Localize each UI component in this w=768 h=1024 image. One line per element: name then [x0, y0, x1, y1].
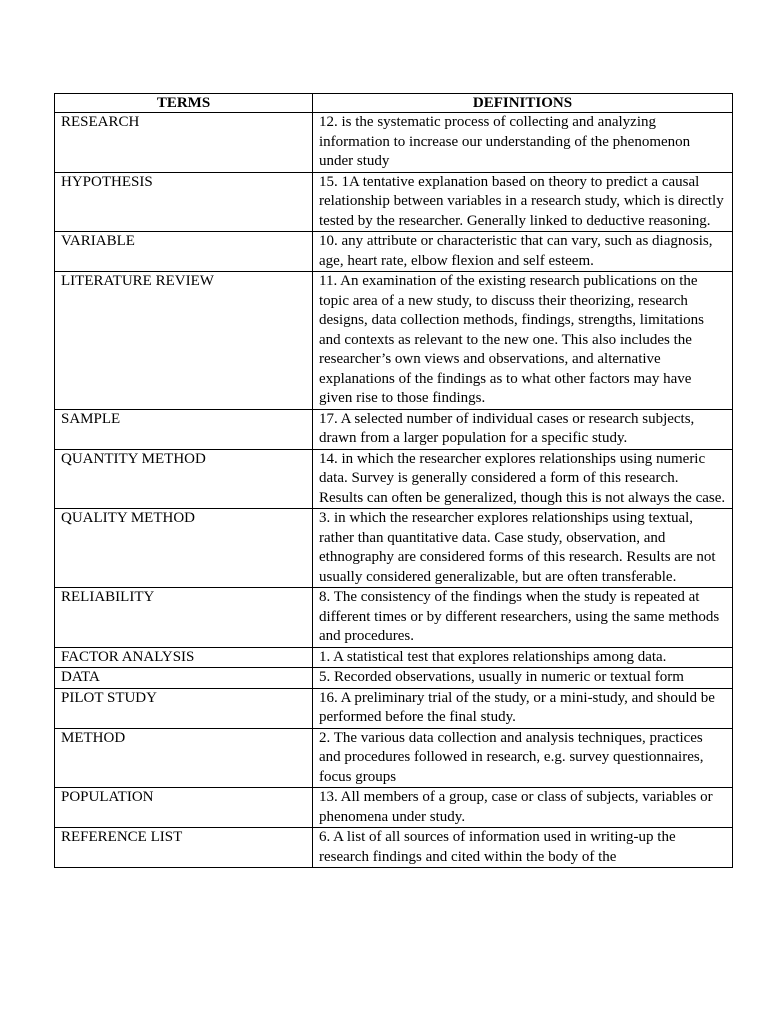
table-row	[55, 728, 733, 788]
definition-cell: 10. any attribute or characteristic that can vary, such as diagnosis, age, heart rate, elbow flexion and self esteem.	[313, 232, 733, 272]
table-row	[55, 688, 733, 728]
term-cell: HYPOTHESIS	[55, 172, 313, 232]
term-cell: POPULATION	[55, 788, 313, 828]
term-cell: QUANTITY METHOD	[55, 449, 313, 509]
table-row	[55, 272, 733, 410]
table-row	[55, 409, 733, 449]
definitions-header: DEFINITIONS	[313, 94, 733, 113]
term-cell: FACTOR ANALYSIS	[55, 647, 313, 668]
definition-cell: 3. in which the researcher explores relationships using textual, rather than quantitative data. Case study, observation, and ethnography are considered forms of this research. Results are not usually considered generalizable, but are often transferable.	[313, 509, 733, 588]
table-row	[55, 828, 733, 868]
term-cell: RESEARCH	[55, 113, 313, 173]
terms-header: TERMS	[55, 94, 313, 113]
definition-cell: 12. is the systematic process of collecting and analyzing information to increase our understanding of the phenomenon under study	[313, 113, 733, 173]
term-cell: LITERATURE REVIEW	[55, 272, 313, 410]
term-cell: SAMPLE	[55, 409, 313, 449]
term-cell: REFERENCE LIST	[55, 828, 313, 868]
term-cell: METHOD	[55, 728, 313, 788]
term-cell: PILOT STUDY	[55, 688, 313, 728]
table-row	[55, 588, 733, 648]
table-row	[55, 232, 733, 272]
definition-cell: 2. The various data collection and analysis techniques, practices and procedures followed in research, e.g. survey questionnaires, focus groups	[313, 728, 733, 788]
term-cell: DATA	[55, 668, 313, 689]
definition-cell: 6. A list of all sources of information used in writing-up the research findings and cited within the body of the	[313, 828, 733, 868]
definition-cell: 11. An examination of the existing research publications on the topic area of a new study, to discuss their theorizing, research designs, data collection methods, findings, strengths, limitations and contexts as relevant to the new one. This also includes the researcher’s own views and observations, and alternative explanations of the findings as to what other factors may have given rise to those findings.	[313, 272, 733, 410]
definition-cell: 13. All members of a group, case or class of subjects, variables or phenomena under study.	[313, 788, 733, 828]
definition-cell: 14. in which the researcher explores relationships using numeric data. Survey is generally considered a form of this research. Results can often be generalized, though this is not always the case.	[313, 449, 733, 509]
table-row	[55, 172, 733, 232]
definition-cell: 15. 1A tentative explanation based on theory to predict a causal relationship between variables in a research study, which is directly tested by the researcher. Generally linked to deductive reasoning.	[313, 172, 733, 232]
table-row	[55, 647, 733, 668]
term-cell: RELIABILITY	[55, 588, 313, 648]
term-cell: VARIABLE	[55, 232, 313, 272]
table-row	[55, 668, 733, 689]
definition-cell: 16. A preliminary trial of the study, or a mini-study, and should be performed before the final study.	[313, 688, 733, 728]
table-row	[55, 113, 733, 173]
definition-cell: 8. The consistency of the findings when the study is repeated at different times or by different researchers, using the same methods and procedures.	[313, 588, 733, 648]
table-row	[55, 788, 733, 828]
definition-cell: 5. Recorded observations, usually in numeric or textual form	[313, 668, 733, 689]
definition-cell: 17. A selected number of individual cases or research subjects, drawn from a larger population for a specific study.	[313, 409, 733, 449]
table-row	[55, 449, 733, 509]
definition-cell: 1. A statistical test that explores relationships among data.	[313, 647, 733, 668]
table-row	[55, 509, 733, 588]
term-cell: QUALITY METHOD	[55, 509, 313, 588]
table-header-row	[55, 94, 733, 113]
terms-definitions-table	[54, 93, 733, 868]
